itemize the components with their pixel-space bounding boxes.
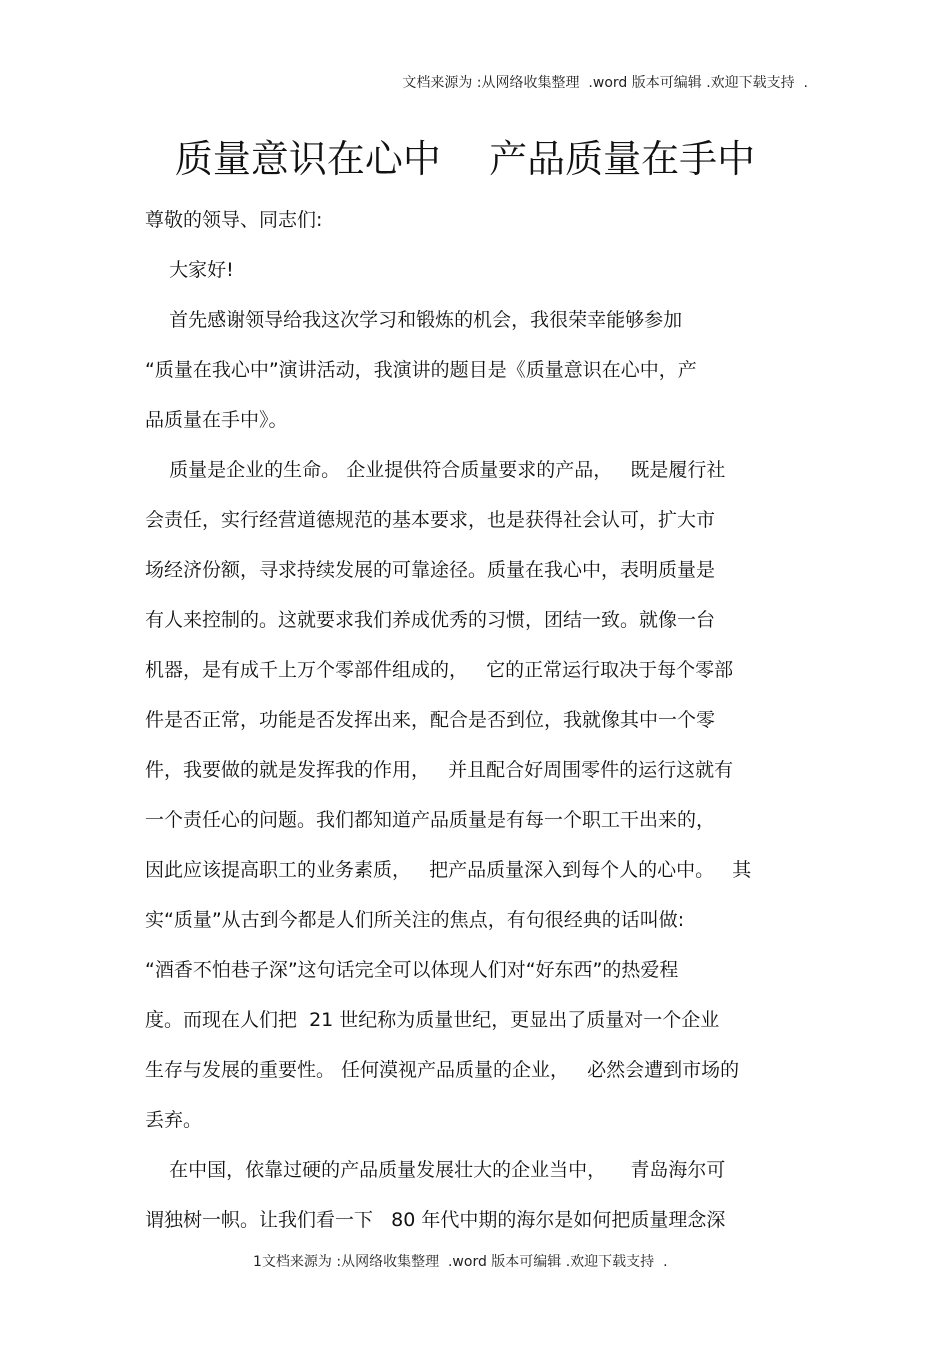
body-line: 品质量在手中》。 <box>145 409 288 431</box>
body-line: 机器，是有成千上万个零部件组成的， 它的正常运行取决于每个零部 <box>145 659 734 681</box>
salutation-line: 尊敬的领导、同志们: <box>145 209 323 231</box>
body-line: 在中国，依靠过硬的产品质量发展壮大的企业当中， 青岛海尔可 <box>145 1159 726 1181</box>
body-line: “质量在我心中”演讲活动，我演讲的题目是《质量意识在心中，产 <box>145 359 697 381</box>
header-source-note: 文档来源为 :从网络收集整理 .word 版本可编辑 .欢迎下载支持 . <box>402 75 808 91</box>
body-line: 因此应该提高职工的业务素质， 把产品质量深入到每个人的心中。 其 <box>145 859 752 881</box>
body-line: 度。而现在人们把 21 世纪称为质量世纪，更显出了质量对一个企业 <box>145 1009 720 1031</box>
body-line: 有人来控制的。这就要求我们养成优秀的习惯，团结一致。就像一台 <box>145 609 716 631</box>
page-title: 质量意识在心中 产品质量在手中 <box>174 137 756 181</box>
footer-source-note: 1文档来源为 :从网络收集整理 .word 版本可编辑 .欢迎下载支持 . <box>253 1254 668 1270</box>
body-line: 质量是企业的生命。 企业提供符合质量要求的产品， 既是履行社 <box>145 459 726 481</box>
body-line: 丢弃。 <box>145 1109 203 1131</box>
body-line: 场经济份额，寻求持续发展的可靠途径。质量在我心中，表明质量是 <box>145 559 716 581</box>
body-line: “酒香不怕巷子深”这句话完全可以体现人们对“好东西”的热爱程 <box>145 959 679 981</box>
body-line: 实“质量”从古到今都是人们所关注的焦点，有句很经典的话叫做: <box>145 909 685 931</box>
body-line: 件是否正常，功能是否发挥出来，配合是否到位，我就像其中一个零 <box>145 709 716 731</box>
body-line: 会责任，实行经营道德规范的基本要求，也是获得社会认可，扩大市 <box>145 509 716 531</box>
body-line: 件，我要做的就是发挥我的作用， 并且配合好周围零件的运行这就有 <box>145 759 734 781</box>
body-line: 首先感谢领导给我这次学习和锻炼的机会，我很荣幸能够参加 <box>145 309 683 331</box>
document-body <box>145 195 805 1245</box>
body-line: 谓独树一帜。让我们看一下 80 年代中期的海尔是如何把质量理念深 <box>145 1209 726 1231</box>
body-line: 生存与发展的重要性。 任何漠视产品质量的企业， 必然会遭到市场的 <box>145 1059 740 1081</box>
greeting-line: 大家好! <box>145 259 234 281</box>
body-line: 一个责任心的问题。我们都知道产品质量是有每一个职工干出来的， <box>145 809 716 831</box>
